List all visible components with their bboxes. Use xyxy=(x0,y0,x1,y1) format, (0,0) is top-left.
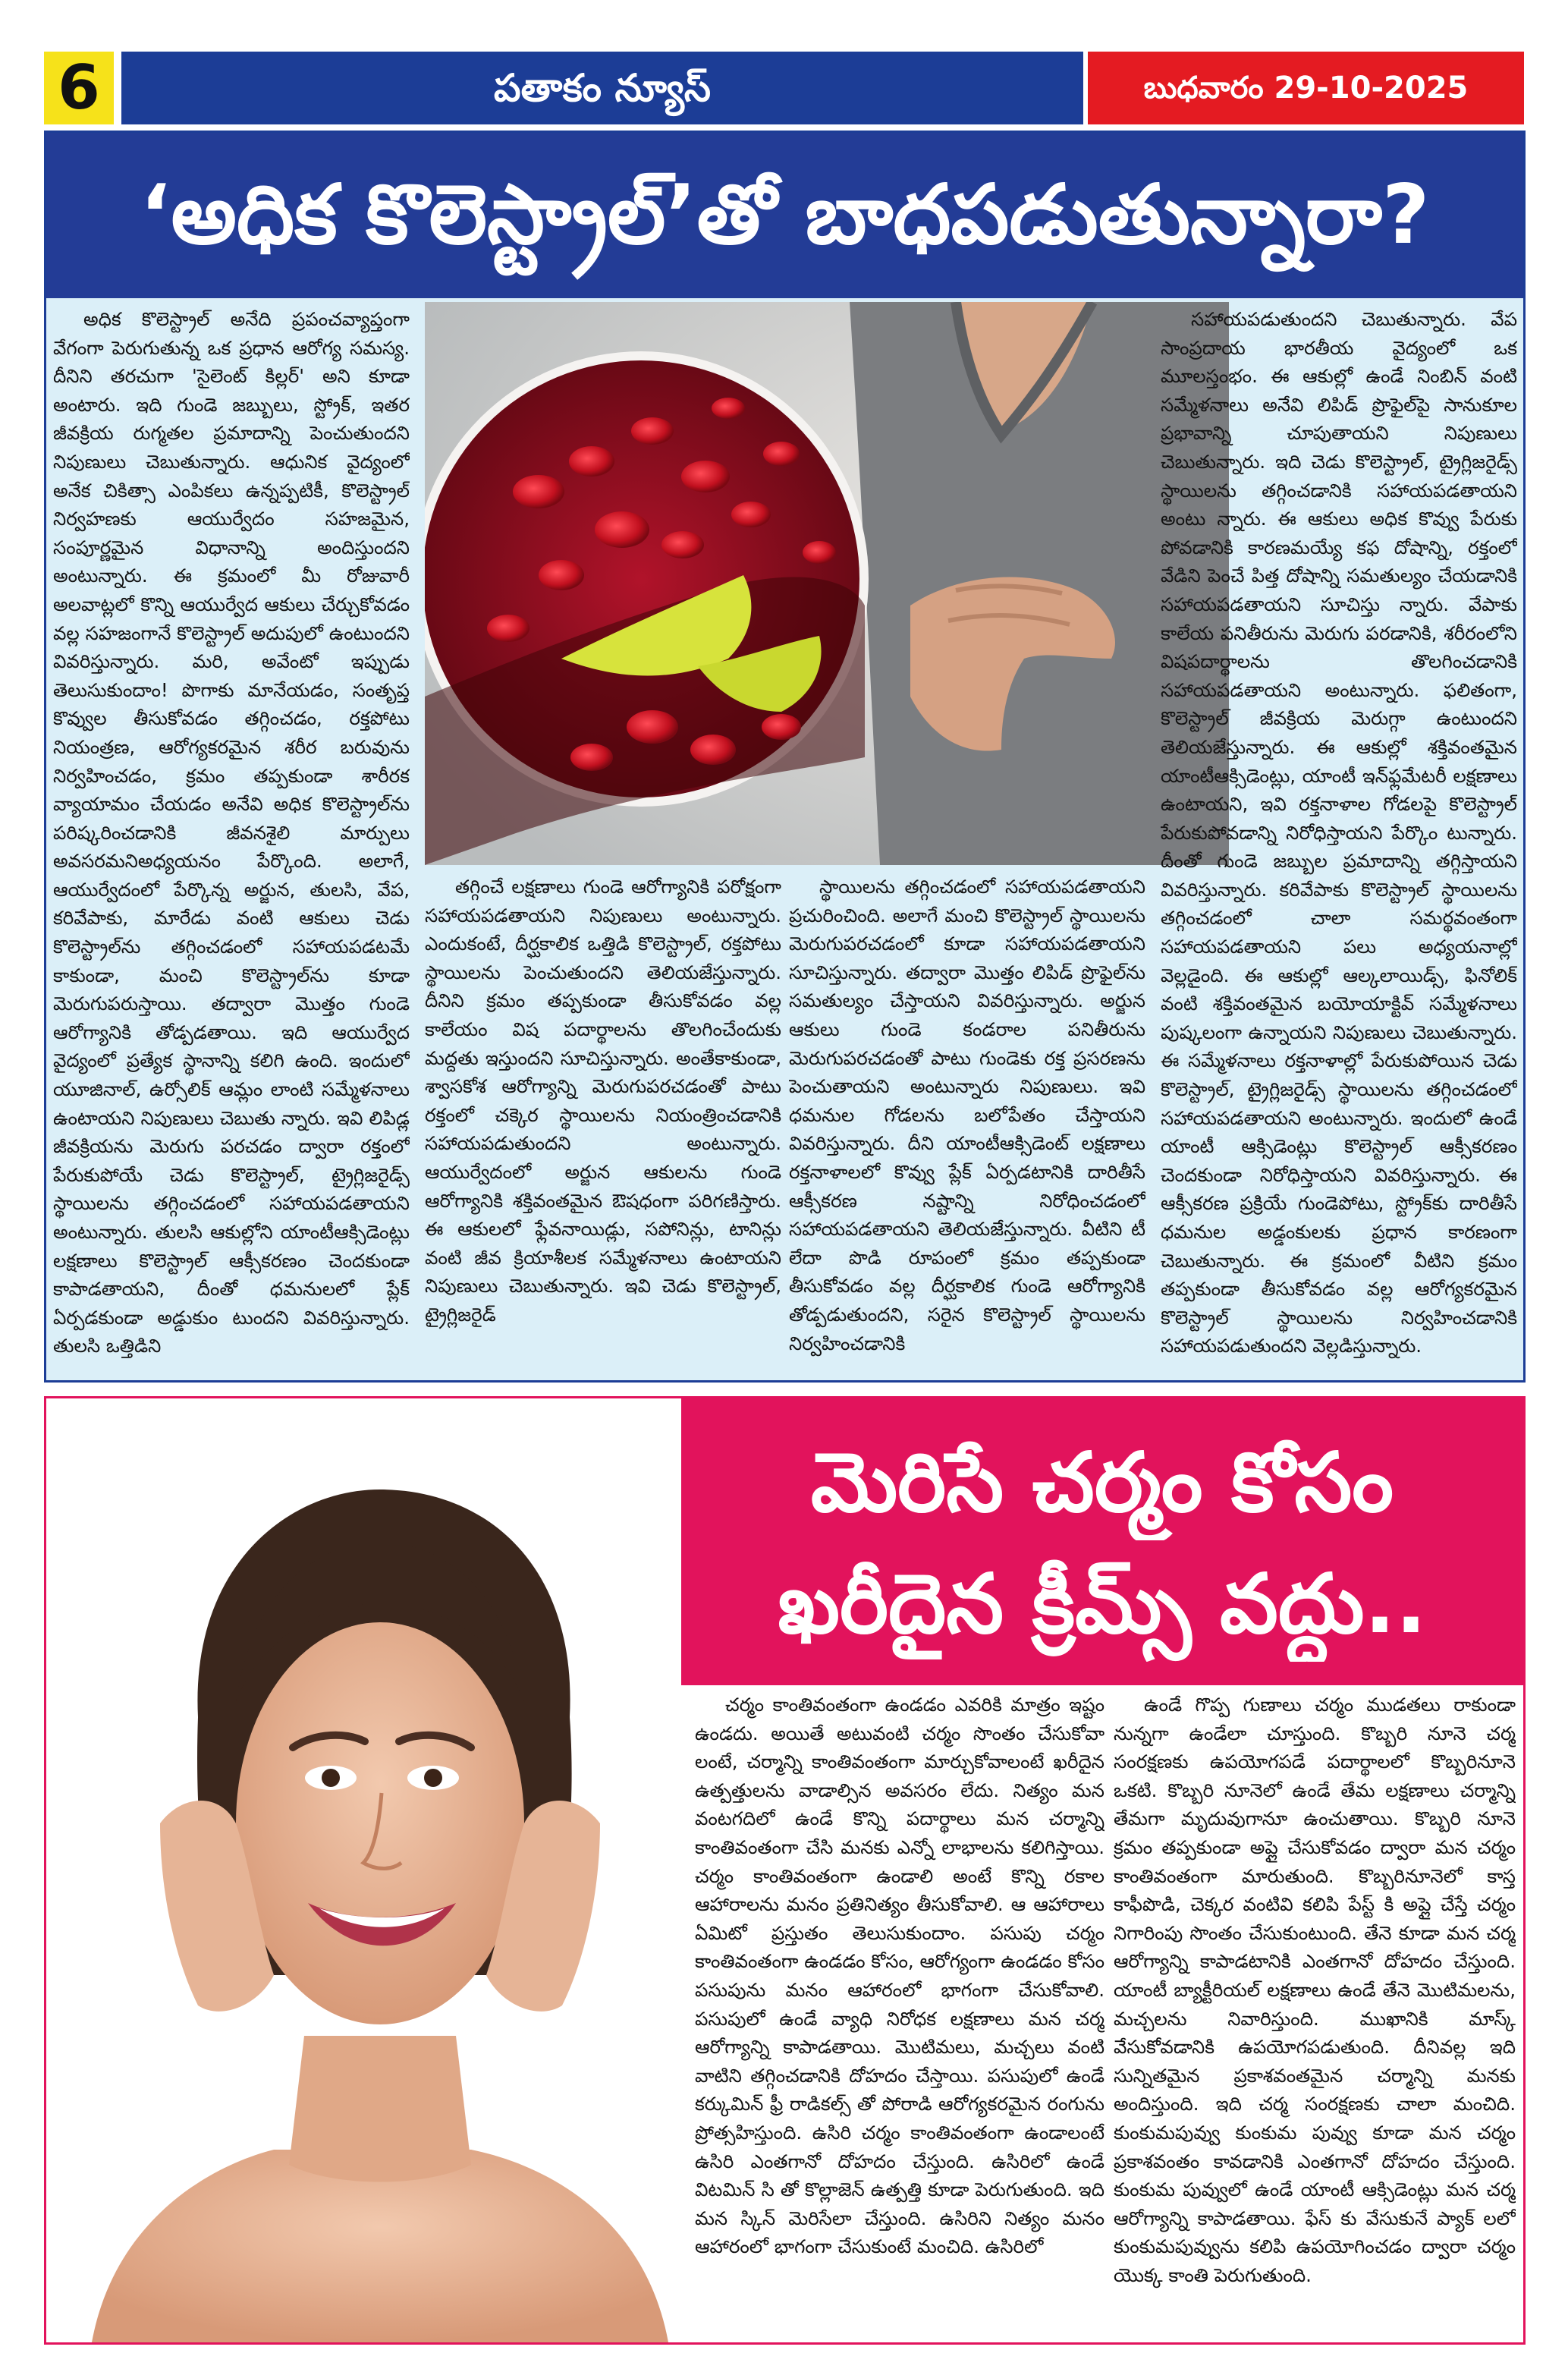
article1-column-3-text: స్థాయిలను తగ్గించడంలో సహాయపడతాయని ప్రచురించింది. అలాగే మంచి కొలెస్ట్రాల్ స్థాయిలను మెరుగుపరచడంలో కూడా సహాయపడతాయని సూచిస్తున్నారు. తద్వారా మొత్తం లిపిడ్ ప్రొఫైల్‌ను సమతుల్యం చేస్తాయని వివరిస్తున్నారు. అర్జున ఆకులు గుండె కండరాల పనితీరును మెరుగుపరచడంతో పాటు గుండెకు రక్త ప్రసరణను పెంచుతాయని అంటున్నారు నిపుణులు. ఇవి ధమనుల గోడలను బలోపేతం చేస్తాయని వివరిస్తున్నారు. దీని యాంటీఆక్సిడెంట్ లక్షణాలు రక్తనాళాలలో కొవ్వు ప్లేక్ ఏర్పడటానికి దారితీసే ఆక్సీకరణ నష్టాన్ని నిరోధించడంలో సహాయపడతాయని తెలియజేస్తున్నారు. వీటిని టీ లేదా పొడి రూపంలో క్రమం తప్పకుండా తీసుకోవడం వల్ల దీర్ఘకాలిక గుండె ఆరోగ్యానికి తోడ్పడుతుందని, సరైన కొలెస్ట్రాల్ స్థాయిలను నిర్వహించడానికి xyxy=(789,876,1145,1354)
article1-column-1-text: అధిక కొలెస్ట్రాల్ అనేది ప్రపంచవ్యాప్తంగా వేగంగా పెరుగుతున్న ఒక ప్రధాన ఆరోగ్య సమస్య. దీనిని తరచుగా 'సైలెంట్ కిల్లర్' అని కూడా అంటారు. ఇది గుండె జబ్బులు, స్ట్రోక్, ఇతర జీవక్రియ రుగ్మతల ప్రమాదాన్ని పెంచుతుందని నిపుణులు చెబుతున్నారు. ఆధునిక వైద్యంలో అనేక చికిత్సా ఎంపికలు ఉన్నప్పటికీ, కొలెస్ట్రాల్ నిర్వహణకు ఆయుర్వేదం సహజమైన, సంపూర్ణమైన విధానాన్ని అందిస్తుందని అంటున్నారు. ఈ క్రమంలో మీ రోజువారీ అలవాట్లలో కొన్ని ఆయుర్వేద ఆకులు చేర్చుకోవడం వల్ల సహజంగానే కొలెస్ట్రాల్ అదుపులో ఉంటుందని వివరిస్తున్నారు. మరి, అవేంటో ఇప్పుడు తెలుసుకుందాం! పొగాకు మానేయడం, సంతృప్త కొవ్వుల తీసుకోవడం తగ్గించడం, రక్తపోటు నియంత్రణ, ఆరోగ్యకరమైన శరీర బరువును నిర్వహించడం, క్రమం తప్పకుండా శారీరక వ్యాయామం చేయడం అనేవి అధిక కొలెస్ట్రాల్‌ను పరిష్కరించడానికి జీవనశైలి మార్పులు అవసరమనిఅధ్యయనం పేర్కొంది. అలాగే, ఆయుర్వేదంలో పేర్కొన్న అర్జున, తులసి, వేప, కరివేపాకు, మారేడు వంటి ఆకులు చెడు కొలెస్ట్రాల్‌ను తగ్గించడంలో సహాయపడటమే కాకుండా, మంచి కొలెస్ట్రాల్‌ను కూడా మెరుగుపరుస్తాయి. తద్వారా మొత్తం గుండె ఆరోగ్యానికి తోడ్పడతాయి. ఇది ఆయుర్వేద వైద్యంలో ప్రత్యేక స్థానాన్ని కలిగి ఉంది. ఇందులో యూజినాల్, ఉర్సోలిక్ ఆమ్లం లాంటి సమ్మేళనాలు ఉంటాయని నిపుణులు చెబుతు న్నారు. ఇవి లిపిడ్ల జీవక్రియను మెరుగు పరచడం ద్వారా రక్తంలో పేరుకుపోయే చెడు కొలెస్ట్రాల్, ట్రైగ్లిజరైడ్స్ స్థాయిలను తగ్గించడంలో సహాయపడతాయని అంటున్నారు. తులసి ఆకుల్లోని యాంటీఆక్సిడెంట్లు లక్షణాలు కొలెస్ట్రాల్ ఆక్సీకరణం చెందకుండా కాపాడతాయని, దీంతో ధమనులలో ప్లేక్ ఏర్పడకుండా అడ్డుకుం టుందని వివరిస్తున్నారు. తులసి ఒత్తిడిని xyxy=(53,308,410,1357)
article1-headline: ‘అధిక కొలెస్ట్రాల్’తో బాధపడుతున్నారా? xyxy=(140,168,1430,263)
article1-column-2 xyxy=(425,873,781,1375)
dateline: బుధవారం 29-10-2025 xyxy=(1088,52,1524,124)
article1-column-2-text: తగ్గించే లక్షణాలు గుండె ఆరోగ్యానికి పరోక్షంగా సహాయపడతాయని నిపుణులు అంటున్నారు. ఎందుకంటే, దీర్ఘకాలిక ఒత్తిడి కొలెస్ట్రాల్, రక్తపోటు స్థాయిలను పెంచుతుందని తెలియజేస్తున్నారు. దీనిని క్రమం తప్పకుండా తీసుకోవడం వల్ల కాలేయం విష పదార్థాలను తొలగించేందుకు మద్దతు ఇస్తుందని సూచిస్తున్నారు. అంతేకాకుండా, శ్వాసకోశ ఆరోగ్యాన్ని మెరుగుపరచడంతో పాటు రక్తంలో చక్కెర స్థాయిలను నియంత్రించడానికి సహాయపడుతుందని అంటున్నారు. ఆయుర్వేదంలో అర్జున ఆకులను గుండె ఆరోగ్యానికి శక్తివంతమైన ఔషధంగా పరిగణిస్తారు. ఈ ఆకులలో ఫ్లేవనాయిడ్లు, సపోనిన్లు, టానిన్లు వంటి జీవ క్రియాశీలక సమ్మేళనాలు ఉంటాయని నిపుణులు చెబుతున్నారు. ఇవి చెడు కొలెస్ట్రాల్, ట్రైగ్లిజరైడ్ xyxy=(425,876,781,1326)
article2-headline-line2: ఖరీదైన క్రీమ్స్ వద్దు.. xyxy=(778,1557,1427,1652)
masthead: పతాకం న్యూస్ xyxy=(121,52,1083,124)
article2-headline-line1: మెరిసే చర్మం కోసం xyxy=(810,1436,1394,1530)
article1-column-4-text: సహాయపడుతుందని చెబుతున్నారు. వేప సాంప్రదాయ భారతీయ వైద్యంలో ఒక మూలస్తంభం. ఈ ఆకుల్లో ఉండే నింబిన్ వంటి సమ్మేళనాలు అనేవి లిపిడ్ ప్రొఫైల్‌పై సానుకూల ప్రభావాన్ని చూపుతాయని నిపుణులు చెబుతున్నారు. ఇది చెడు కొలెస్ట్రాల్, ట్రైగ్లిజరైడ్స్ స్థాయిలను తగ్గించడానికి సహాయపడతాయని అంటు న్నారు. ఈ ఆకులు అధిక కొవ్వు పేరుకు పోవడానికి కారణమయ్యే కఫ దోషాన్ని, రక్తంలో వేడిని పెంచే పిత్త దోషాన్ని సమతుల్యం చేయడానికి సహాయపడతాయని సూచిస్తు న్నారు. వేపాకు కాలేయ పనితీరును మెరుగు పరడానికి, శరీరంలోని విషపదార్థాలను తొలగించడానికి సహాయపడతాయని అంటున్నారు. ఫలితంగా, కొలెస్ట్రాల్ జీవక్రియ మెరుగ్గా ఉంటుందని తెలియజేస్తున్నారు. ఈ ఆకుల్లో శక్తివంతమైన యాంటీఆక్సిడెంట్లు, యాంటీ ఇన్‌ఫ్లమేటరీ లక్షణాలు ఉంటాయని, ఇవి రక్తనాళాల గోడలపై కొలెస్ట్రాల్ పేరుకుపోవడాన్ని నిరోధిస్తాయని పేర్కొం టున్నారు. దీంతో గుండె జబ్బుల ప్రమాదాన్ని తగ్గిస్తాయని వివరిస్తున్నారు. కరివేపాకు కొలెస్ట్రాల్ స్థాయిలను తగ్గించడంలో చాలా సమర్థవంతంగా సహాయపడతాయని పలు అధ్యయనాల్లో వెల్లడైంది. ఈ ఆకుల్లో ఆల్కలాయిడ్స్, ఫినోలిక్ వంటి శక్తివంతమైన బయోయాక్టివ్ సమ్మేళనాలు పుష్కలంగా ఉన్నాయని నిపుణులు చెబుతున్నారు. ఈ సమ్మేళనాలు రక్తనాళాల్లో పేరుకుపోయిన చెడు కొలెస్ట్రాల్, ట్రైగ్లిజరైడ్స్ స్థాయిలను తగ్గించడంలో సహాయపడతాయని అంటున్నారు. ఇందులో ఉండే యాంటీ ఆక్సిడెంట్లు కొలెస్ట్రాల్ ఆక్సీకరణం చెందకుండా నిరోధిస్తాయని వివరిస్తున్నారు. ఈ ఆక్సీకరణ ప్రక్రియే గుండెపోటు, స్ట్రోక్‌కు దారితీసే ధమనుల అడ్డంకులకు ప్రధాన కారణంగా చెబుతున్నారు. ఈ క్రమంలో వీటిని క్రమం తప్పకుండా తీసుకోవడం వల్ల ఆరోగ్యకరమైన కొలెస్ట్రాల్ స్థాయిలను నిర్వహించడానికి సహాయపడుతుందని వెల్లడిస్తున్నారు. xyxy=(1161,308,1517,1357)
cholesterol-artery-photo xyxy=(425,302,1229,865)
article2-column-2-text: ఉండే గొప్ప గుణాలు చర్మం ముడతలు రాకుండా నున్నగా ఉండేలా చూస్తుంది. కొబ్బరి నూనె చర్మ సంరక్షణకు ఉపయోగపడే పదార్థాలలో కొబ్బరినూనె ఒకటి. కొబ్బరి నూనెలో ఉండే తేమ లక్షణాలు చర్మాన్ని తేమగా మృదువుగానూ ఉంచుతాయి. కొబ్బరి నూనె క్రమం తప్పకుండా అప్లై చేసుకోవడం ద్వారా మన చర్మం కాంతివంతంగా మారుతుంది. కొబ్బరినూనెలో కాస్త కాఫీపొడి, చెక్కర వంటివి కలిపి పేస్ట్ కి అప్లై చేస్తే చర్మం నిగారింపు సొంతం చేసుకుంటుంది. తేనె కూడా మన చర్మ ఆరోగ్యాన్ని కాపాడటానికి ఎంతగానో దోహదం చేస్తుంది. యాంటీ బ్యాక్టీరియల్ లక్షణాలు ఉండే తేనె మొటిమలను, మచ్చలను నివారిస్తుంది. ముఖానికి మాస్క్ వేసుకోవడానికి ఉపయోగపడుతుంది. దీనివల్ల ఇది సున్నితమైన ప్రకాశవంతమైన చర్మాన్ని మనకు అందిస్తుంది. ఇది చర్మ సంరక్షణకు చాలా మంచిది. కుంకుమపువ్వు కుంకుమ పువ్వు కూడా మన చర్మం ప్రకాశవంతం కావడానికి ఎంతగానో దోహదం చేస్తుంది. కుంకుమ పువ్వులో ఉండే యాంటీ ఆక్సిడెంట్లు మన చర్మ ఆరోగ్యాన్ని కాపాడతాయి. ఫేస్ కు వేసుకునే ప్యాక్ లలో కుంకుమపువ్వును కలిపి ఉపయోగించడం ద్వారా చర్మం యొక్క కాంతి పెరుగుతుంది. xyxy=(1114,1694,1516,2286)
article2-column-1-text: చర్మం కాంతివంతంగా ఉండడం ఎవరికి మాత్రం ఇష్టం ఉండదు. అయితే అటువంటి చర్మం సొంతం చేసుకోవా లంటే, చర్మాన్ని కాంతివంతంగా మార్చుకోవాలంటే ఖరీదైన ఉత్పత్తులను వాడాల్సిన అవసరం లేదు. నిత్యం మన వంటగదిలో ఉండే కొన్ని పదార్థాలు మన చర్మాన్ని కాంతివంతంగా చేసి మనకు ఎన్నో లాభాలను కలిగిస్తాయి. చర్మం కాంతివంతంగా ఉండాలి అంటే కొన్ని రకాల ఆహారాలను మనం ప్రతినిత్యం తీసుకోవాలి. ఆ ఆహారాలు ఏమిటో ప్రస్తుతం తెలుసుకుందాం. పసుపు చర్మం కాంతివంతంగా ఉండడం కోసం, ఆరోగ్యంగా ఉండడం కోసం పసుపును మనం ఆహారంలో భాగంగా చేసుకోవాలి. పసుపులో ఉండే వ్యాధి నిరోధక లక్షణాలు మన చర్మ ఆరోగ్యాన్ని కాపాడతాయి. మొటిమలు, మచ్చలు వంటి వాటిని తగ్గించడానికి దోహదం చేస్తాయి. పసుపులో ఉండే కర్కుమిన్ ఫ్రీ రాడికల్స్ తో పోరాడి ఆరోగ్యకరమైన రంగును ప్రోత్సహిస్తుంది. ఉసిరి చర్మం కాంతివంతంగా ఉండాలంటే ఉసిరి ఎంతగానో దోహదం చేస్తుంది. ఉసిరిలో ఉండే విటమిన్ సి తో కొల్లాజెన్ ఉత్పత్తి కూడా పెరుగుతుంది. ఇది మన స్కిన్ మెరిసేలా చేస్తుంది. ఉసిరిని నిత్యం మనం ఆహారంలో భాగంగా చేసుకుంటే మంచిది. ఉసిరిలో xyxy=(695,1694,1105,2258)
article2-frame xyxy=(44,1396,1526,2345)
page-number: 6 xyxy=(44,52,114,124)
article1-column-3 xyxy=(789,873,1145,1375)
article1-column-4 xyxy=(1161,305,1517,1375)
article1-column-1 xyxy=(53,305,410,1375)
